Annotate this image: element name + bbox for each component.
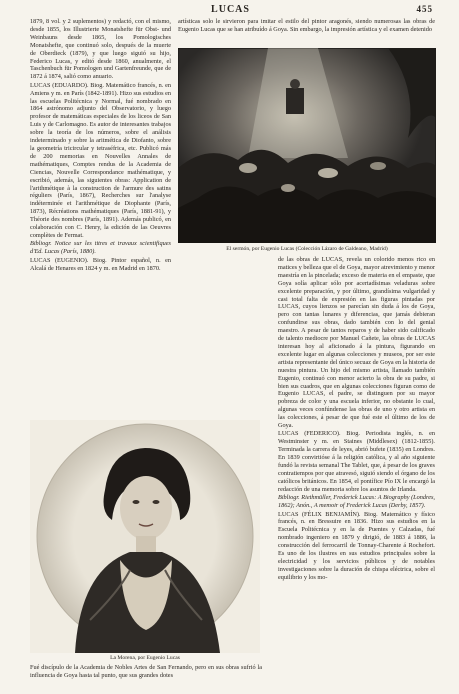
left-column-bottom (30, 664, 262, 690)
page-header (28, 4, 433, 18)
right-column-top (178, 18, 435, 45)
right-column-main (278, 256, 435, 686)
running-title: LUCAS (211, 4, 250, 15)
bibliography-federico: Bibliogr. Riethmüller, Frederick Lucas: A Biography (Londres, 1862); Anón., A memoir of Frederick Lucas (Derby, 1857). (278, 494, 435, 510)
bibliography-eduardo: Bibliogr. Notice sur les titres et travaux scientifiques d'Ed. Lucas (París, 1880). (30, 240, 171, 256)
painting-image (178, 48, 436, 243)
paragraph-eugenio-analysis: de las obras de LUCAS, revela un colorido menos rico en matices y belleza que el de Goya, mayor atrevimiento y menor maestría en la pincelada; exceso de materia en el empaste, que Goya solía aplicar sólo por acertadísimas veladuras sobre excelente preparación, y por último, grandísima vulgaridad y casi total falta de expresión en las figuras pintadas por LUCAS, cuyos lienzos se parecían sin duda á los de Goya, pero con tantas lunares y diferencias, que jamás debieran confundirse sus obras, dado también con lo del genial maestro. A pesar de tantos reparos y de haber sido calificado de talento mediocre por Manuel Cañete, las obras de LUCAS interesan hoy al aficionado á la pintura, figurando en excelente lugar en algunas colecciones y museos, por ser este artista representante del único secuaz de Goya en la historia de nuestra pintura. Un hijo del mismo artista, llamado también Eugenio, continuó con menor acierto la obra de su padre, si bien sus cuadros, que en algunas colecciones figuran como de Eugenio LUCAS, el padre, se distinguen por su mayor pobreza de color y una escuela inferior, no obstante lo cual, algunas veces confúndense las obras de uno y otro artista en las colecciones, á pesar de que fué este el último de los de Goya. (278, 256, 435, 430)
page-number: 455 (416, 4, 433, 14)
paragraph-eugenio-training: Fué discípulo de la Academia de Nobles Artes de San Fernando, pero en sus obras sufrió la influencia de Goya hasta tal punto, que sus grandes dotes (30, 664, 262, 679)
painting-caption: El sermón, por Eugenio Lucas (Colección Lázaro de Galdeano, Madrid) (226, 246, 388, 252)
portrait-la-morena (30, 420, 260, 653)
paragraph-lucas-eugenio: LUCAS (EUGENIO). Biog. Pintor español, n. en Alcalá de Henares en 1824 y m. en Madrid en 1870. (30, 256, 171, 272)
paragraph-lucas-eduardo: LUCAS (EDUARDO). Biog. Matemático francés, n. en Amiens y m. en París (1842-1891). Hizo sus estudios en las escuelas Politécnica y Normal, fué nombrado en 1864 astrónomo adjunto del Observatorio, y luego profesor de matemáticas especiales de los liceos de San Luis y de Carlomagno. Es autor de interesantes trabajos sobre la teoría de los números, sobre el análisis indeterminado y sobre la aritmética de Diofanto, sobre la geometría tricircular y tetraséfrica, etc. Publicó más de 200 memorias en Nouvelles Annales de mathématiques, Comptes rendus de la Academia de Ciencias, Nouvelle Correspondance mathématique, y escribió, además, las siguientes obras: Application de l'arithmétique à la construction de l'armure des satins réguliers (París, 1867), Recherches sur l'analyse indéterminée et l'arithmétique de Diophante (París, 1873), Récréations mathématiques (París, 1881-91), y Théorie des nombres (París, 1891). Además publicó, en colaboración con C. Henry, la edición de las Oeuvres complètes de Fermat. (30, 81, 171, 239)
portrait-image (30, 420, 260, 653)
paragraph-eugenio-continued: artísticas solo le sirvieron para imitar el estilo del pintor aragonés, siendo numerosas las obras de Eugenio Lucas que se han atribuído á Goya. Sin embargo, la impresión artística y el examen detenido (178, 18, 435, 33)
left-column-top (30, 18, 171, 415)
portrait-caption: La Morena, por Eugenio Lucas (110, 655, 180, 661)
paragraph-lucas-pomology: 1879, 8 vol. y 2 suplementos) y redactó, con el mismo, desde 1855, los Illustrierte Monatshefte für Obst- und Weinbauns desde 1865, los Pomologisches Monatshefte, que continuó solo, después de la muerte de Oberdieck (1879), y que luego siguió su hijo, Federico Lucas, y editó desde 1860, anualmente, el Taschenbuch für Pomologen und Gartenfreunde, que de 1872 á 1874, salió como anuario. (30, 18, 171, 81)
painting-el-sermon (178, 48, 436, 243)
paragraph-lucas-federico: LUCAS (FEDERICO). Biog. Periodista inglés, n. en Westminster y m. en Staines (Middlesex) (1812-1855). Terminada la carrera de leyes, abrió bufete (1835) en Londres. En 1839 convirtióse á la religión católica, y al año siguiente fundó la revista semanal The Tablet, que, á pesar de los graves contratiempos por que atravesó, siguió siendo el órgano de los católicos británicos. En 1854, el pontífice Pío IX le encargó la redacción de una memoria sobre los asuntos de Irlanda. (278, 430, 435, 493)
paragraph-lucas-felix: LUCAS (FÉLIX BENJAMÍN). Biog. Matemático y físico francés, n. en Bressuire en 1836. Hizo sus estudios en la Escuela Politécnica y en la de Puentes y Calzadas, fué nombrado ingeniero en 1879 y dirigió, de 1883 á 1886, la construcción del ferrocarril de Tonnay-Charente á Rochefort. Es uno de los ilustres en sus estudios principales sobre la electricidad y los servicios públicos y de notables investigaciones sobre la duración de chispa eléctrica, sobre el equilibrio y los mo- (278, 510, 435, 581)
